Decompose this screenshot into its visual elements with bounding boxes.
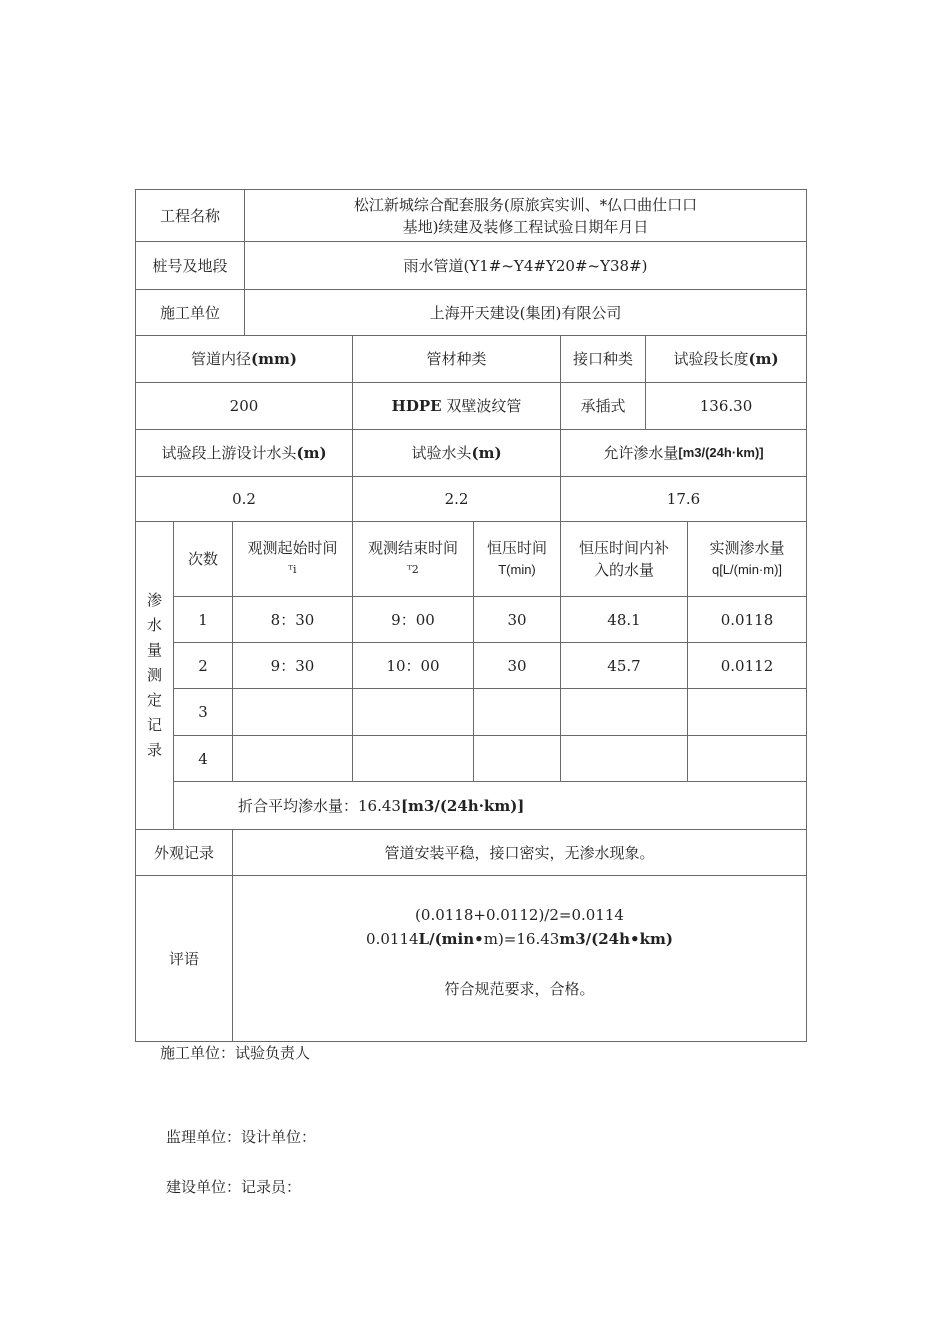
row-1-end: 9：00 xyxy=(391,610,435,629)
average-seepage: 折合平均渗水量：16.43 [m3/(24h·km)] xyxy=(238,796,525,815)
footer-line2: 监理单位：设计单位： xyxy=(166,1128,317,1146)
row-3-hold xyxy=(474,689,560,735)
header-hold-time: 恒压时间 T(min) xyxy=(486,539,547,577)
footer-line1: 施工单位：试验负责人 xyxy=(160,1044,311,1062)
row-1-count: 1 xyxy=(198,610,208,629)
header-added-water: 恒压时间内补 入的水量 xyxy=(578,539,669,579)
row-3-q xyxy=(688,689,806,735)
row-1-q: 0.0118 xyxy=(720,610,774,629)
project-name-line2: 基地)续建及装修工程试验日期年月日 xyxy=(402,217,649,236)
row-1-start: 8：30 xyxy=(270,610,315,629)
pipe-diameter-value: 200 xyxy=(229,397,259,415)
test-head-label: 试验水头 (m) xyxy=(411,444,502,462)
row-4-end xyxy=(353,736,473,781)
header-measured-seepage: 实测渗水量 q[L/(min·m)] xyxy=(709,539,785,577)
station-value: 雨水管道(Y1#~Y4#Y20#~Y38#) xyxy=(403,256,648,275)
row-3-end xyxy=(353,689,473,735)
test-head-value: 2.2 xyxy=(444,490,469,508)
row-1-hold: 30 xyxy=(507,610,527,629)
row-2-count: 2 xyxy=(198,656,208,675)
row-4-start xyxy=(233,736,352,781)
row-4-q xyxy=(688,736,806,781)
row-2-start: 9：30 xyxy=(270,656,315,675)
rule xyxy=(806,189,807,1042)
row-2-added: 45.7 xyxy=(607,656,641,675)
project-name-label: 工程名称 xyxy=(159,206,220,225)
upstream-head-label: 试验段上游设计水头 (m) xyxy=(161,444,327,462)
footer-line3: 建设单位：记录员： xyxy=(166,1178,302,1196)
header-count: 次数 xyxy=(187,550,218,568)
row-2-q: 0.0112 xyxy=(720,656,774,675)
appearance-value: 管道安装平稳，接口密实，无渗水现象。 xyxy=(384,843,655,862)
pipe-diameter-label: 管道内径 (mm) xyxy=(191,350,297,368)
header-start-time: 观测起始时间 ᵀi xyxy=(247,539,338,576)
contractor-value: 上海开天建设(集团)有限公司 xyxy=(429,303,622,322)
project-name-line1: 松江新城综合配套服务(原旅宾实训、*仏口曲仕口口 xyxy=(353,195,698,214)
comment-label: 评语 xyxy=(168,949,199,968)
comment-line1: (0.0118+0.0112)/2=0.0114 xyxy=(415,906,624,924)
comment-body xyxy=(233,876,806,1041)
joint-type-label: 接口种类 xyxy=(572,350,633,368)
project-name-value xyxy=(245,190,806,241)
row-4-added xyxy=(561,736,687,781)
header-end-time: 观测结束时间 ᵀ2 xyxy=(367,539,458,576)
appearance-label: 外观记录 xyxy=(153,843,214,862)
row-2-end: 10：00 xyxy=(386,656,440,675)
pipe-material-value: HDPE 双壁波纹管 xyxy=(391,397,522,415)
allowed-seepage-value: 17.6 xyxy=(666,490,701,508)
comment-line3: 符合规范要求，合格。 xyxy=(444,980,595,998)
test-length-label: 试验段长度 (m) xyxy=(673,350,779,368)
contractor-label: 施工单位 xyxy=(159,303,220,322)
test-length-value: 136.30 xyxy=(699,397,753,415)
allowed-seepage-label: 允许渗水量 [m3/(24h·km)] xyxy=(603,444,764,462)
row-3-added xyxy=(561,689,687,735)
row-2-hold: 30 xyxy=(507,656,527,675)
row-3-count: 3 xyxy=(198,703,208,721)
row-4-hold xyxy=(474,736,560,781)
comment-line2: 0.0114L/(min•m)=16.43m3/(24h•km) xyxy=(366,930,673,948)
seepage-record-section-label: 渗 水 量 测 定 记 录 xyxy=(146,591,162,759)
row-4-count: 4 xyxy=(198,749,208,768)
row-1-added: 48.1 xyxy=(607,610,641,629)
row-3-start xyxy=(233,689,352,735)
upstream-head-value: 0.2 xyxy=(232,490,256,508)
station-label: 桩号及地段 xyxy=(152,256,228,275)
pipe-material-label: 管材种类 xyxy=(426,350,487,368)
joint-type-value: 承插式 xyxy=(580,397,626,415)
